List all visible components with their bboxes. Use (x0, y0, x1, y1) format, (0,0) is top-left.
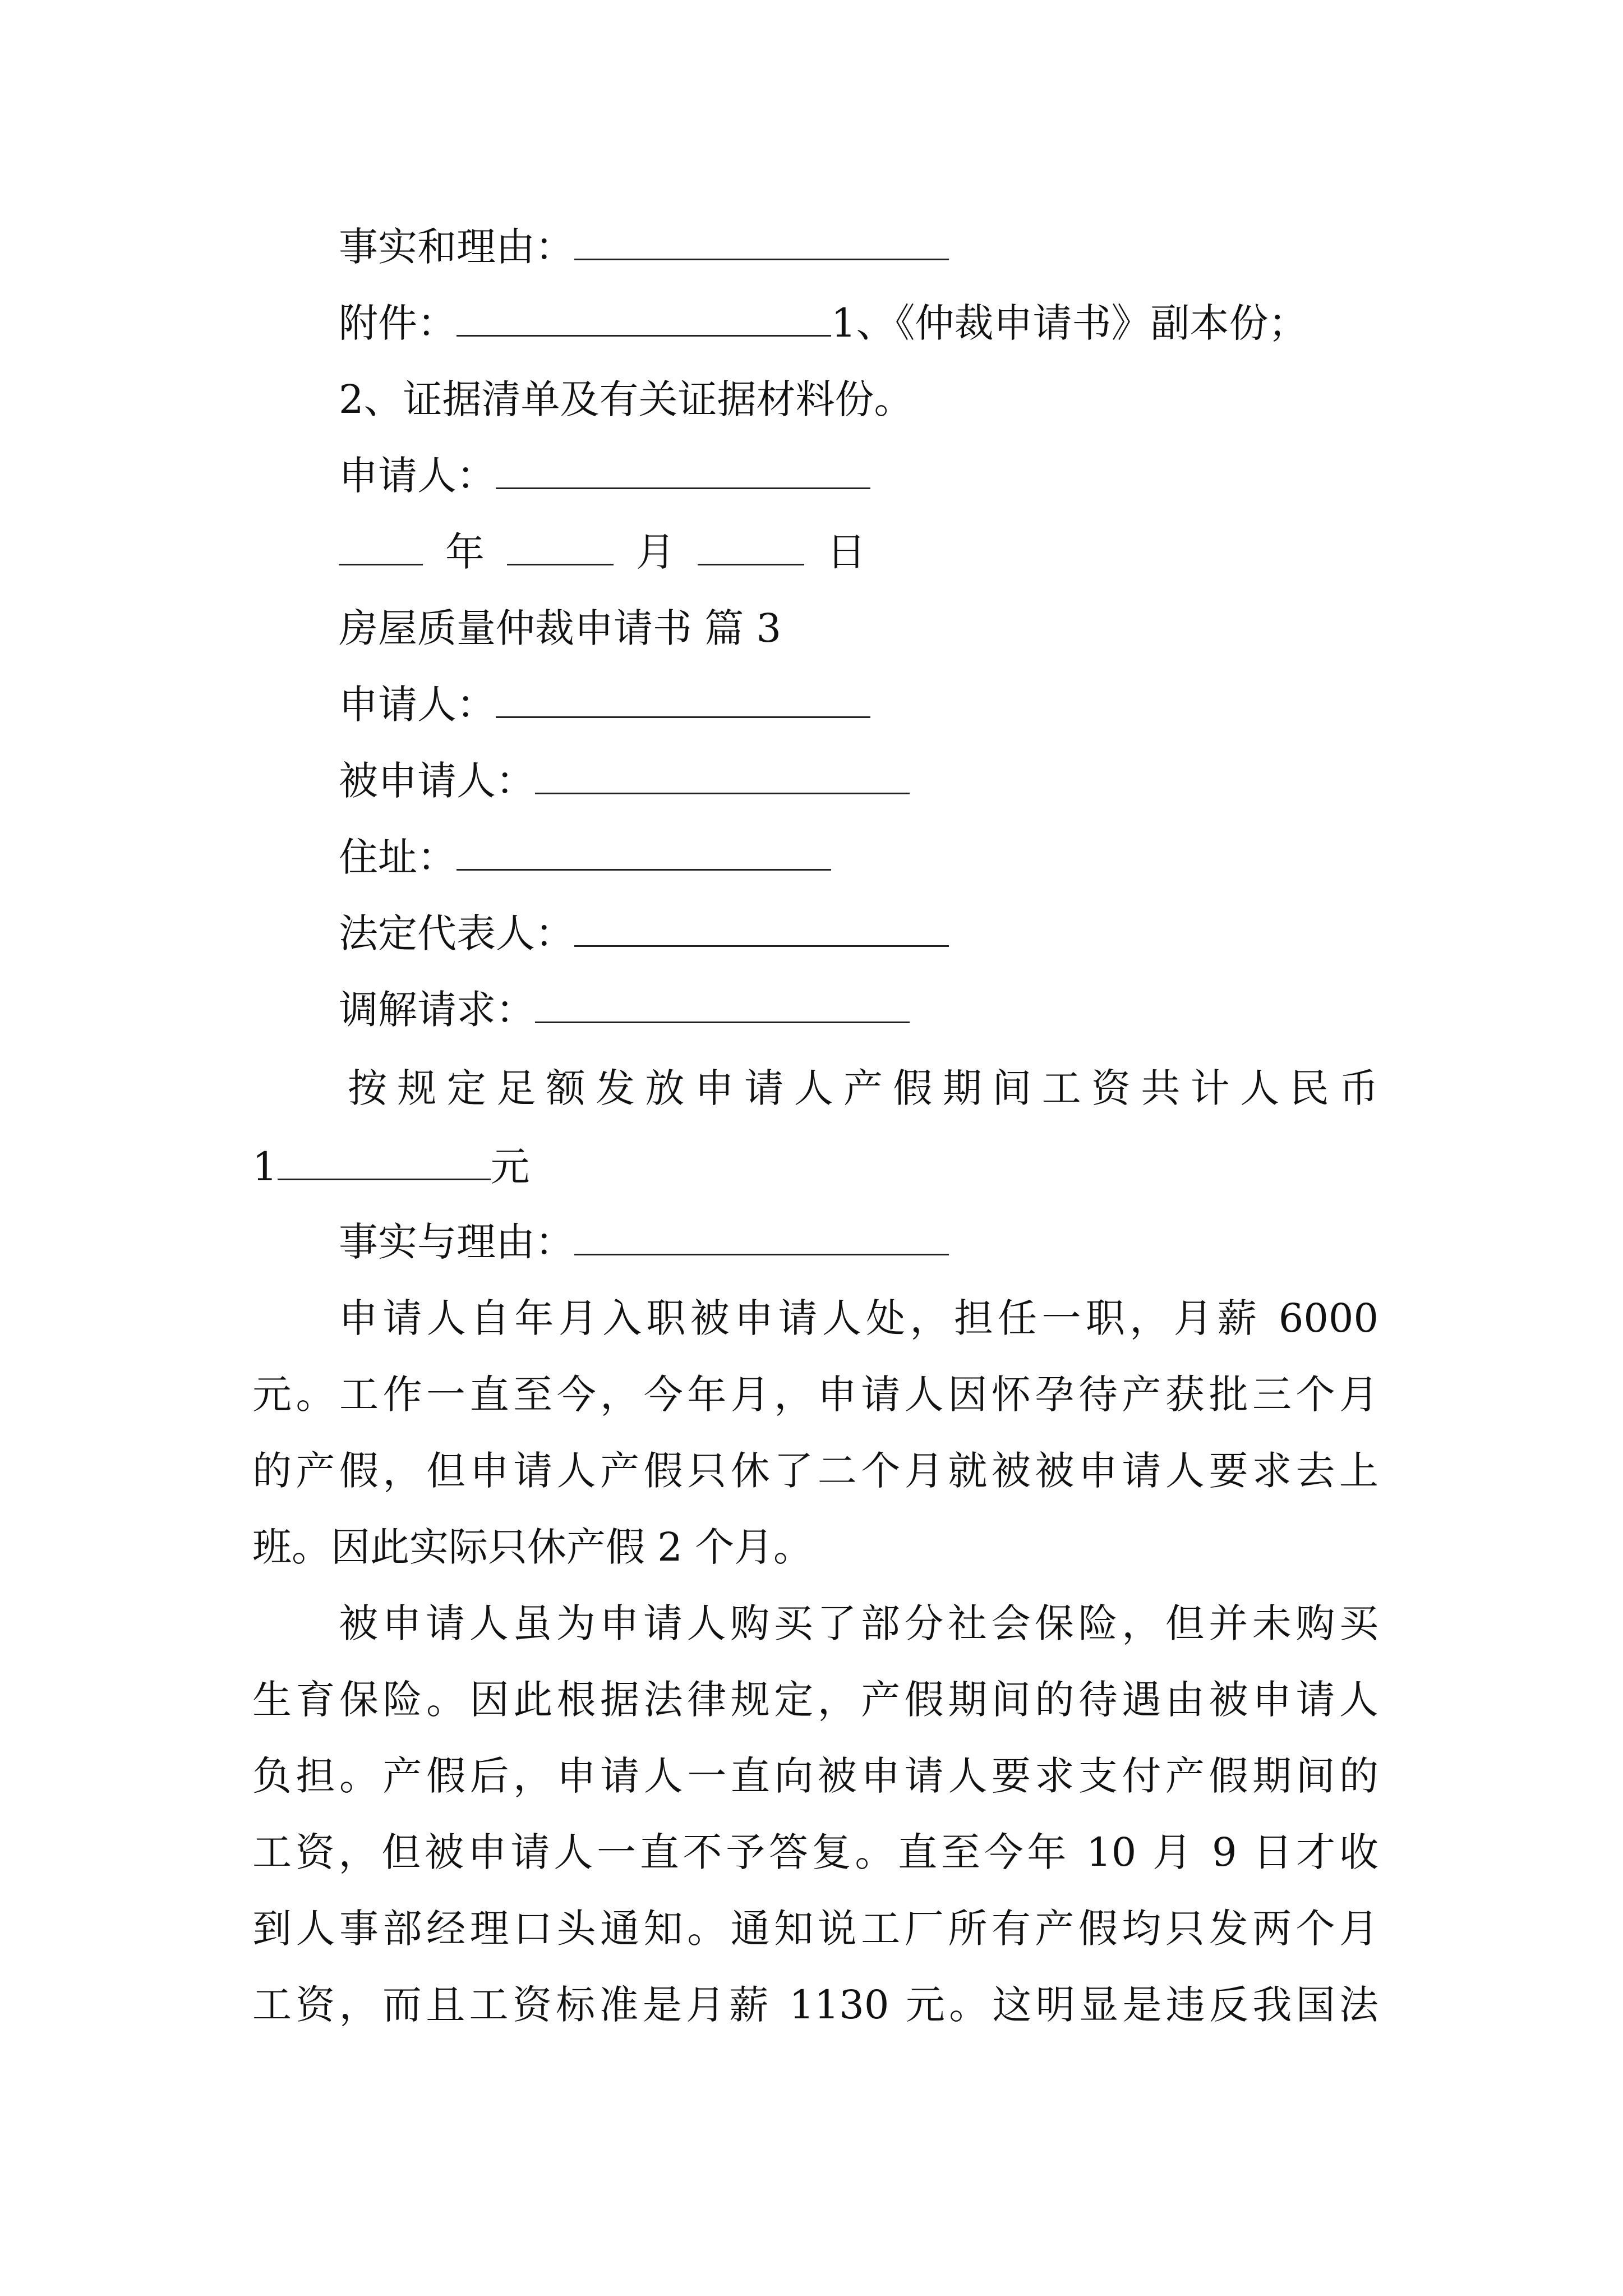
date-line (339, 524, 1477, 580)
applicant-label-1: 申请人： (339, 453, 496, 499)
attachment-item-1: 1、《仲裁申请书》副本份； (831, 300, 1308, 346)
attachment-label: 附件： (339, 300, 457, 346)
address-line (339, 829, 1477, 885)
claim-amount-line (252, 1139, 1391, 1195)
para2-line2: 生育保险。因此根据法律规定，产假期间的待遇由被申请人 (252, 1677, 1378, 1723)
facts-reason-label-2: 事实与理由： (339, 1219, 574, 1265)
facts-reason-label: 事实和理由： (339, 224, 574, 270)
year-label: 年 (445, 529, 485, 575)
para1-line1: 申请人自年月入职被申请人处，担任一职，月薪 6000 (339, 1295, 1378, 1341)
month-label: 月 (636, 529, 675, 575)
day-blank (698, 528, 804, 565)
facts-reason-blank-2 (574, 1218, 949, 1255)
claim-amount-prefix: 1 (252, 1144, 278, 1190)
applicant-label-2: 申请人： (339, 682, 496, 728)
legal-rep-label: 法定代表人： (339, 910, 574, 956)
section-title: 房屋质量仲裁申请书 篇 3 (339, 605, 782, 651)
facts-reason-line-2 (339, 1214, 1477, 1270)
applicant-line-1 (339, 448, 1477, 504)
applicant-blank-2 (496, 680, 870, 718)
legal-rep-line (339, 905, 1477, 961)
legal-rep-blank (574, 909, 949, 947)
month-blank (507, 528, 614, 565)
attachment-blank (457, 299, 831, 337)
address-label: 住址： (339, 834, 457, 880)
attachment-item-2: 2、证据清单及有关证据材料份。 (339, 376, 914, 422)
applicant-blank-1 (496, 452, 870, 489)
para1-line3: 的产假，但申请人产假只休了二个月就被被申请人要求去上 (252, 1448, 1378, 1494)
facts-reason-line (339, 219, 1477, 275)
address-blank (457, 833, 831, 871)
claim-line: 按规定足额发放申请人产假期间工资共计人民币 (348, 1065, 1378, 1111)
para1-line4: 班。因此实际只休产假 2 个月。 (252, 1524, 813, 1570)
para1-line2: 元。工作一直至今，今年月，申请人因怀孕待产获批三个月 (252, 1372, 1378, 1418)
respondent-line (339, 753, 1477, 809)
para2-line1: 被申请人虽为申请人购买了部分社会保险，但并未购买 (339, 1600, 1378, 1646)
facts-reason-blank (574, 223, 949, 260)
mediation-blank (535, 986, 910, 1023)
applicant-line-2 (339, 677, 1477, 733)
mediation-line (339, 982, 1477, 1038)
respondent-blank (535, 757, 910, 794)
respondent-label: 被申请人： (339, 758, 535, 804)
attachment-line (339, 295, 1477, 351)
para2-line6: 工资，而且工资标准是月薪 1130 元。这明显是违反我国法 (252, 1982, 1378, 2028)
para2-line3: 负担。产假后，申请人一直向被申请人要求支付产假期间的 (252, 1753, 1378, 1799)
year-blank (339, 528, 423, 565)
mediation-label: 调解请求： (339, 987, 535, 1033)
claim-amount-blank (278, 1143, 491, 1180)
day-label: 日 (827, 529, 866, 575)
para2-line4: 工资，但被申请人一直不予答复。直至今年 10 月 9 日才收 (252, 1829, 1378, 1875)
para2-line5: 到人事部经理口头通知。通知说工厂所有产假均只发两个月 (252, 1906, 1378, 1952)
claim-amount-unit: 元 (490, 1144, 530, 1190)
